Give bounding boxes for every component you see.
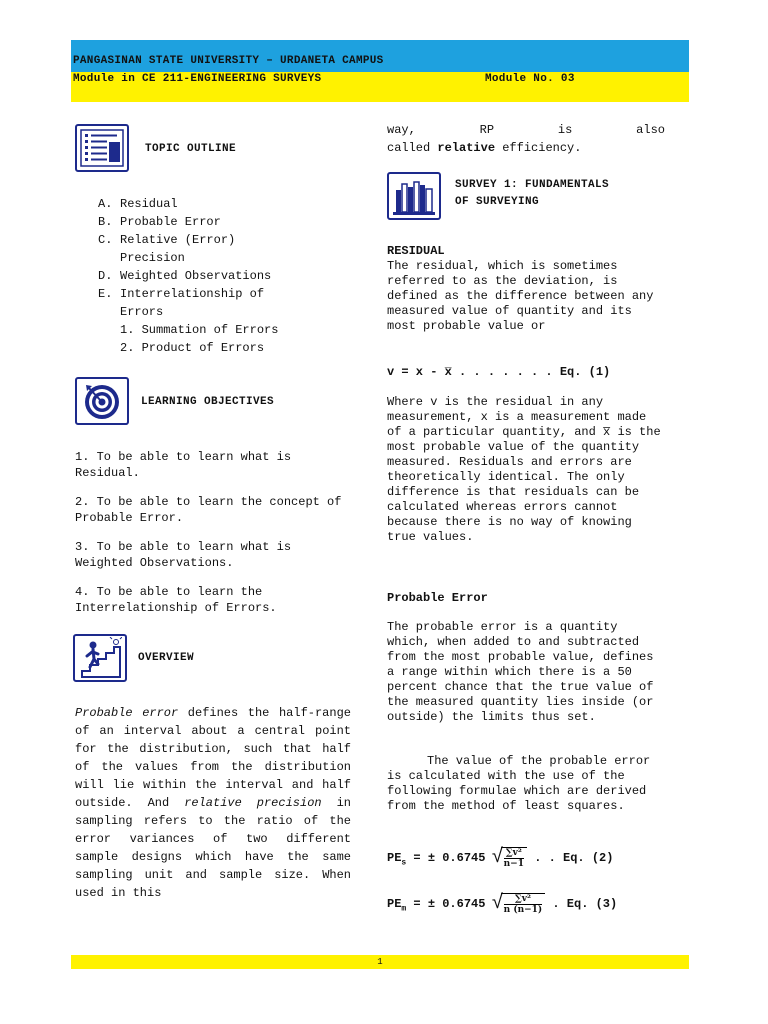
probable-error-formula-intro: The value of the probable error is calculated with the use of the following formulae which are derived from the method of least squares. bbox=[387, 754, 651, 813]
overview-continued-line2: called relative efficiency. bbox=[387, 141, 582, 155]
residual-heading: RESIDUAL bbox=[387, 244, 445, 258]
residual-definition: The residual, which is sometimes referred to as the deviation, is defined as the difference between any measured value of quantity and its most probable value or bbox=[387, 259, 654, 333]
stairs-icon bbox=[73, 634, 127, 682]
university-name: PANGASINAN STATE UNIVERSITY – URDANETA CAMPUS bbox=[73, 55, 384, 67]
residual-explanation: Where v is the residual in any measurement, x is a measurement made of a particular quantity, and x̅ is the most probable value of the quantity measured. Residuals and errors are theoretically identical. The only difference is that residuals can be calculated whereas errors cannot because there is no way of knowing true values. bbox=[387, 395, 661, 544]
overview-continued-line1: way, RP is also bbox=[387, 123, 665, 137]
outline-item: A. Residual bbox=[98, 197, 178, 211]
survey-title-line1: SURVEY 1: FUNDAMENTALS bbox=[455, 179, 610, 191]
topic-outline-list: A. Residual B. Probable Error C. Relative (Error) Precision D. Weighted Observations E. Interrelationship of Errors 1. Summation of Errors 2. Product of Errors bbox=[98, 197, 279, 355]
equation-1: v = x - x̅ . . . . . . . Eq. (1) bbox=[387, 365, 611, 379]
probable-error-heading: Probable Error bbox=[387, 591, 488, 605]
outline-item: C. Relative (Error) bbox=[98, 233, 236, 247]
document-icon bbox=[75, 124, 129, 172]
page-footer bbox=[71, 955, 689, 969]
outline-subitem: 2. Product of Errors bbox=[120, 341, 265, 355]
page-number: 1 bbox=[377, 957, 383, 967]
objective-item: 4. To be able to learn the Interrelationship of Errors. bbox=[75, 585, 277, 615]
topic-outline-title: TOPIC OUTLINE bbox=[145, 143, 237, 155]
objective-item: 1. To be able to learn what is Residual. bbox=[75, 450, 292, 480]
overview-title: OVERVIEW bbox=[138, 652, 195, 664]
probable-error-definition: The probable error is a quantity which, when added to and subtracted from the most probable value, defines a range within which there is a 50 percent chance that the true value of the measured quantity lies inside (or outside) the limits thus set. bbox=[387, 620, 654, 724]
module-number: Module No. 03 bbox=[485, 73, 575, 85]
overview-text: Probable error defines the half-range of an interval about a central point for the distribution, such that half of the values from the distribution will lie within the interval and half outside. And relative precision in sampling refers to the ratio of the error variances of two different sample designs which have the same sampling unit and sample size. When used in this bbox=[75, 706, 351, 900]
outline-item: E. Interrelationship of bbox=[98, 287, 265, 301]
survey-title-line2: OF SURVEYING bbox=[455, 196, 540, 208]
books-icon bbox=[387, 172, 441, 220]
equation-2: $PE_s$ = ± 0.6745 √ $\frac{\text{∑v²}}{n-1}$ . . Eq. (2) bbox=[387, 847, 613, 869]
outline-subitem: 1. Summation of Errors bbox=[120, 323, 279, 337]
equation-3: $PE_m$ = ± 0.6745 √ $\frac{\text{∑v²}}{n (n-1)}$ . Eq. (3) bbox=[387, 893, 617, 915]
target-icon bbox=[75, 377, 129, 425]
learning-objectives-title: LEARNING OBJECTIVES bbox=[141, 396, 275, 408]
module-title: Module in CE 211-ENGINEERING SURVEYS bbox=[73, 73, 322, 85]
outline-item: D. Weighted Observations bbox=[98, 269, 272, 283]
outline-item: B. Probable Error bbox=[98, 215, 221, 229]
objective-item: 2. To be able to learn the concept of Probable Error. bbox=[75, 495, 342, 525]
objective-item: 3. To be able to learn what is Weighted Observations. bbox=[75, 540, 292, 570]
